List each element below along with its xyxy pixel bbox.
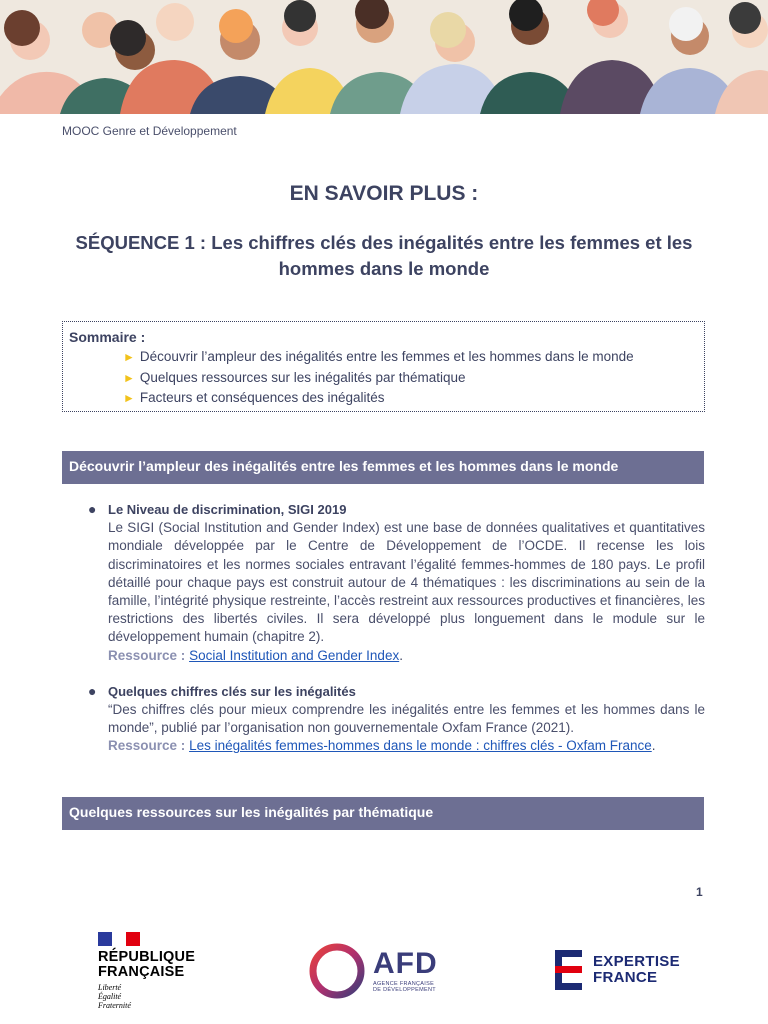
item-text: “Des chiffres clés pour mieux comprendre les inégalités entre les femmes et les hommes dans le monde”, publié par l’organisation non gouvernementale Oxfam France (2021). (108, 702, 705, 736)
expertise-france-logo (555, 950, 680, 990)
rf-name: RÉPUBLIQUE FRANÇAISE (98, 949, 196, 980)
item-title: Quelques chiffres clés sur les inégalités (108, 683, 356, 699)
header-illustration (0, 0, 768, 114)
resource-line: Ressource : Social Institution and Gender Index. (108, 647, 403, 663)
bullet-icon: ● (88, 501, 97, 517)
french-flag-icon (98, 932, 140, 946)
section-items (88, 501, 705, 774)
crowd-illustration (0, 0, 768, 114)
summary-list (69, 347, 698, 409)
expertise-france-e-icon (555, 950, 582, 990)
page-title: EN SAVOIR PLUS : (289, 182, 479, 205)
triangle-bullet-icon: ► (123, 370, 135, 385)
afd-ring-icon (308, 942, 366, 1000)
afd-name: AFD (373, 946, 438, 980)
triangle-bullet-icon: ► (123, 391, 135, 405)
page-subtitle: SÉQUENCE 1 : Les chiffres clés des inégalités entre les femmes et les hommes dans le monde (75, 232, 693, 279)
list-item (88, 683, 705, 756)
republique-francaise-logo (98, 932, 195, 1010)
summary-item-label: Facteurs et conséquences des inégalités (139, 390, 385, 405)
page-number: 1 (696, 885, 703, 899)
summary-item[interactable] (123, 368, 698, 389)
resource-link-sigi[interactable]: Social Institution and Gender Index (189, 647, 400, 663)
bullet-icon: ● (88, 682, 97, 699)
expertise-france-name: EXPERTISE FRANCE (593, 953, 680, 986)
item-title: Le Niveau de discrimination, SIGI 2019 (108, 502, 347, 517)
rf-motto: Liberté Égalité Fraternité (98, 983, 131, 1010)
list-item (88, 501, 705, 665)
summary-label: Sommaire : (69, 329, 146, 345)
section-heading: Découvrir l’ampleur des inégalités entre les femmes et les hommes dans le monde (62, 451, 704, 484)
summary-item-label: Découvrir l’ampleur des inégalités entre les femmes et les hommes dans le monde (139, 349, 634, 364)
resource-link-oxfam[interactable]: Les inégalités femmes-hommes dans le monde : chiffres clés - Oxfam France (189, 738, 652, 754)
resource-line: Ressource : Les inégalités femmes-hommes dans le monde : chiffres clés - Oxfam France. (108, 738, 656, 754)
item-text: Le SIGI (Social Institution and Gender Index) est une base de données qualitatives et quantitatives mondiale développée par le Centre de Développement de l’OCDE. Il recense les lois discriminatoires et les normes sociales entravant l’égalité femmes-hommes de 180 pays. Le profil détaillé pour chaque pays est construit autour de 4 thématiques : les discriminations au sein de la famille, l’intégrité physique restreinte, l’accès restreint aux ressources productives et financières, les restrictions des libertés civiles. Il sera développé plus longuement dans le module sur le développement humain (chapitre 2). (108, 520, 705, 645)
section-heading: Quelques ressources sur les inégalités par thématique (62, 797, 704, 830)
summary-box (62, 321, 705, 412)
summary-item[interactable] (123, 347, 698, 368)
afd-subtitle: AGENCE FRANÇAISE DE DÉVELOPPEMENT (373, 980, 436, 993)
summary-item[interactable] (123, 388, 698, 409)
summary-item-label: Quelques ressources sur les inégalités par thématique (139, 369, 466, 385)
resource-label: Ressource : (108, 738, 186, 754)
afd-logo (308, 942, 438, 1000)
triangle-bullet-icon: ► (123, 350, 135, 364)
course-name: MOOC Genre et Développement (62, 124, 237, 138)
resource-label: Ressource : (108, 647, 186, 663)
